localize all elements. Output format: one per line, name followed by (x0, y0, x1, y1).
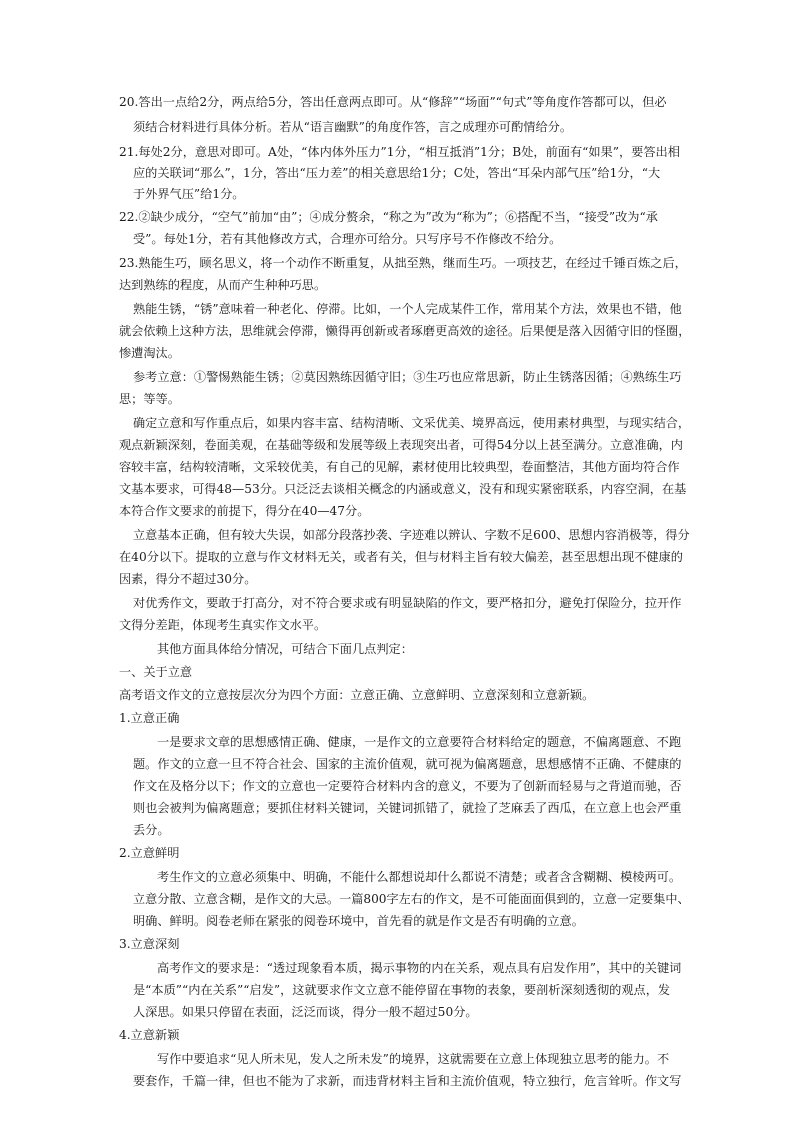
heading-theme-clear: 2.立意鲜明 (119, 846, 180, 860)
paragraph-rust-line-3: 惨遭淘汰。 (119, 346, 180, 360)
clear-line-3: 明确、鲜明。阅卷老师在紧张的阅卷环境中，首先看的就是作文是否有明确的立意。 (133, 914, 584, 928)
answer-20-line-1: 20.答出一点给2分，两点给5分，答出任意两点即可。从“修辞”“场面”“句式”等角度作答都可以，但必 (119, 95, 667, 109)
correct-line-1: 一是要求文章的思想感情正确、健康，一是作文的立意要符合材料给定的题意，不偏离题意、不跑 (157, 735, 682, 749)
answer-22-line-2: 受”。每处1分，若有其他修改方式，合理亦可给分。只写序号不作修改不给分。 (133, 232, 562, 246)
reference-theme-line-1: 参考立意：①警惕熟能生锈；②莫因熟练因循守旧；③生巧也应常思新，防止生锈落因循；④熟练生巧 (133, 370, 682, 384)
heading-theme-correct: 1.立意正确 (119, 711, 180, 725)
deep-line-3: 人深思。如果只停留在表面，泛泛而谈，得分一般不超过50分。 (133, 1005, 478, 1019)
scoring-low-line-2: 在40分以下。提取的立意与作文材料无关，或者有关，但与材料主旨有较大偏差，甚至思想出现不健康的 (119, 550, 683, 564)
scoring-line-5: 本符合作文要求的前提下，得分在40—47分。 (119, 504, 370, 518)
excellent-line-2: 文得分差距，体现考生真实作文水平。 (119, 618, 327, 632)
clear-line-2: 立意分散、立意含糊，是作文的大忌。一篇800字左右的作文，是不可能面面俱到的，立意一定要集中、 (133, 892, 690, 906)
answer-21-line-2: 应的关联词“那么”，1分，答出“压力差”的相关意思给1分；C处，答出“耳朵内部气压”给1分，“大 (133, 166, 661, 180)
reference-theme-line-2: 思；等等。 (119, 392, 180, 406)
scoring-line-2: 观点新颖深刻，卷面美观，在基础等级和发展等级上表现突出者，可得54分以上甚至满分。立意准确，内 (119, 438, 683, 452)
correct-line-5: 丢分。 (133, 823, 170, 837)
theme-intro-line: 高考语文作文的立意按层次分为四个方面：立意正确、立意鲜明、立意深刻和立意新颖。 (119, 688, 595, 702)
scoring-line-4: 文基本要求，可得48—53分。只泛泛去谈相关概念的内涵或意义，没有和现实紧密联系，内容空洞，在基 (119, 482, 687, 496)
novel-line-2: 要套作，千篇一律，但也不能为了求新，而违背材料主旨和主流价值观，特立独行，危言耸听。作文写 (133, 1074, 682, 1088)
paragraph-rust-line-2: 就会依赖上这种方法，思维就会停滞，懒得再创新或者琢磨更高效的途径。后果便是落入因循守旧的怪圈， (119, 324, 691, 338)
other-aspects-line: 其他方面具体给分情况，可结合下面几点判定： (157, 642, 413, 656)
scoring-low-line-3: 因素，得分不超过30分。 (119, 572, 257, 586)
heading-theme-novel: 4.立意新颖 (119, 1028, 180, 1042)
deep-line-1: 高考作文的要求是：“透过现象看本质，揭示事物的内在关系，观点具有启发作用”，其中的关键词 (157, 961, 682, 975)
answer-22-line-1: 22.②缺少成分，“空气”前加“由”；④成分赘余，“称之为”改为“称为”；⑥搭配不当，“接受”改为“承 (119, 210, 658, 224)
answer-20-line-2: 须结合材料进行具体分析。若从“语言幽默”的角度作答，言之成理亦可酌情给分。 (133, 120, 573, 134)
correct-line-4: 则也会被判为偏离题意；要抓住材料关键词，关键词抓错了，就捡了芝麻丢了西瓜，在立意上也会严重 (133, 801, 682, 815)
correct-line-3: 作文在及格分以下；作文的立意也一定要符合材料内含的意义，不要为了创新而轻易与之背道而驰，否 (133, 779, 682, 793)
answer-21-line-3: 于外界气压”给1分。 (133, 187, 245, 201)
correct-line-2: 题。作文的立意一旦不符合社会、国家的主流价值观，就可视为偏离题意，思想感情不正确、不健康的 (133, 757, 682, 771)
excellent-line-1: 对优秀作文，要敢于打高分，对不符合要求或有明显缺陷的作文，要严格扣分，避免打保险分，拉开作 (133, 596, 682, 610)
scoring-low-line-1: 立意基本正确，但有较大失误，如部分段落抄袭、字迹难以辨认、字数不足600、思想内容消极等，得分 (133, 528, 690, 542)
deep-line-2: 是“本质”“内在关系”“启发”，这就要求作文立意不能停留在事物的表象，要剖析深刻透彻的观点，发 (133, 983, 671, 997)
scoring-line-1: 确定立意和写作重点后，如果内容丰富、结构清晰、文采优美、境界高远，使用素材典型，与现实结合， (133, 416, 691, 430)
answer-21-line-1: 21.每处2分，意思对即可。A处，“体内体外压力”1分，“相互抵消”1分；B处，前面有“如果”，要答出相 (119, 145, 680, 159)
paragraph-rust-line-1: 熟能生锈，“锈”意味着一种老化、停滞。比如，一个人完成某件工作，常用某个方法，效果也不错，他 (133, 302, 682, 316)
section-heading-theme: 一、关于立意 (119, 665, 193, 679)
clear-line-1: 考生作文的立意必须集中、明确，不能什么都想说却什么都说不清楚；或者含含糊糊、模棱两可。 (157, 870, 682, 884)
answer-23-line-1: 23.熟能生巧，顾名思义，将一个动作不断重复，从拙至熟，继而生巧。一项技艺，在经过千锤百炼之后， (119, 256, 687, 270)
answer-23-line-2: 达到熟练的程度，从而产生种种巧思。 (119, 278, 327, 292)
novel-line-1: 写作中要追求“见人所未见，发人之所未发”的境界，这就需要在立意上体现独立思考的能力。不 (157, 1052, 670, 1066)
scoring-line-3: 容较丰富，结构较清晰，文采较优美，有自己的见解，素材使用比较典型，卷面整洁，其他方面均符合作 (119, 460, 680, 474)
heading-theme-deep: 3.立意深刻 (119, 937, 180, 951)
